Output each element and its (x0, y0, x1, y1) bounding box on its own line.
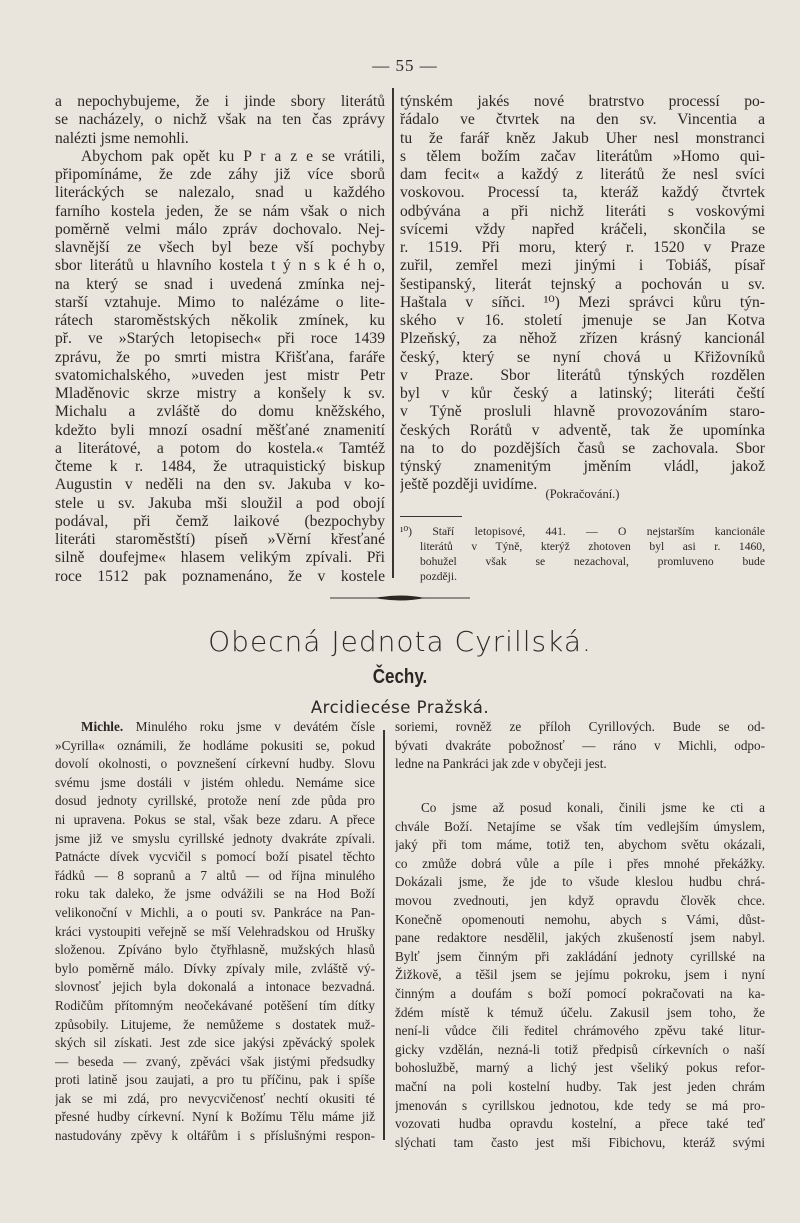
text-line: voskovou. Processí ta, kteráž každý čtvrtek (400, 184, 765, 202)
text-line: dam fecit« a každý z literátů že nesl svíci (400, 166, 765, 183)
text-line: rátech staroměstských několik zmínek, ku (55, 312, 385, 329)
text-line: podával, při čemž laikové (bezpochyby (55, 512, 385, 530)
page-number: — 55 — (372, 56, 438, 75)
text-line: zuřil, zemřel mezi jinými i Tobiáš, písař (400, 257, 765, 275)
text-line: připomínáme, že zde záhy již více sborů (55, 166, 385, 183)
text-line: jak se mi zdá, pro nevycvičenosť nechtí okusiti té (55, 1090, 375, 1106)
text-line: ledne na Pankráci jak zde v obyčeji jest. (395, 756, 607, 772)
text-line: řádků — 8 sopranů a 7 altů — od října minulého (55, 867, 375, 883)
text-line: na který se snad i uvedená zmínka nej- (55, 275, 385, 293)
text-line: bylo poměrně málo. Dívky zpívaly mile, zvláště vý- (55, 960, 375, 976)
lower-right-column-top (395, 718, 765, 774)
text-line: odbývána a při nichž literáti s voskovými (400, 202, 765, 220)
lower-left-column (55, 718, 375, 1146)
upper-left-column (55, 93, 385, 586)
text-line: slavnější ze všech byl beze vší pochyby (55, 239, 385, 256)
text-line: kráci vystoupiti veřejně se mší Velehradskou od Hrušky (55, 923, 375, 939)
diocese-heading: Arcidiecése Pražská. (310, 698, 490, 717)
text-line: složenou. Zpíváno bylo čtyřhlasně, mužských hlasů (55, 942, 375, 958)
text-line: Abychom pak opět ku P r a z e se vrátili, (81, 147, 385, 165)
lead-word: Michle. (81, 719, 124, 734)
text-line: Dokázali jsme, že jde to všude kleslou hudbu chrá- (395, 874, 765, 890)
text-line: český, který se nyní chová u Křižovníků (400, 348, 765, 366)
text-line: př. ve »Starých letopisech« při roce 1439 (55, 330, 385, 348)
text-line: českých Rorátů v adventě, tak že upomínka (400, 421, 765, 439)
text-line: silně doufejme« hlasem velikým zpívali. Při (55, 549, 385, 567)
text-line: ¹⁰) Staří letopisové, 441. — O nejstarším kancionále (400, 525, 765, 538)
text-line: v Týně prosluli hlavně provozováním staro- (400, 403, 765, 421)
text-line: roce 1512 pak poznamenáno, že v kostele (55, 567, 385, 585)
text-line: vozovati hudba opravdu kostelní, a přece také teď (395, 1116, 765, 1132)
text-line: přesné hudby církevní. Nyní k Božímu Tělu máme již (55, 1109, 375, 1125)
text-line: Augustin v neděli na den sv. Jakuba v ko- (55, 476, 385, 494)
text-line: Plzeňský, za něhož zřízen krásný kancionál (400, 330, 765, 348)
text-line: bývati dvakráte pobožnosť — ráno v Michli, odpo- (395, 737, 765, 753)
text-line: »Cyrilla« oznámili, že hodláme pokusiti se, pokud (55, 737, 375, 753)
text-line: čteme k r. 1484, že utraquistický biskup (55, 458, 385, 475)
footnote (400, 524, 765, 584)
text-line: Mladěnovic skrze mistry a konšely k sv. (55, 385, 385, 402)
text-line: s tělem božím začav literátům »Homo qui- (400, 147, 765, 165)
text-line: poměrně velmi málo zpráv dochovalo. Nej- (55, 220, 385, 238)
text-line: řádalo ve čtvrtek na den sv. Vincentia a (400, 111, 765, 129)
text-line: Bylť jsem činným při zakládání jednoty cyrillské na (395, 948, 765, 964)
text-line: a literátové, a potom do kostela.« Tamtéž (55, 439, 385, 457)
text-line: kdežto byli mnozí osadní měšťané znamenití (55, 421, 385, 439)
text-line: slovnosť jejich byla dokonalá a intonace bezvadná. (55, 979, 375, 995)
text-line: soriemi, rovněž ze příloh Cyrillových. Bude se od- (395, 719, 765, 734)
text-line: ještě později uvidíme. (400, 476, 538, 494)
text-line: stele u sv. Jakuba mši sloužil a pod obojí (55, 494, 385, 512)
text-line: ni upravena. Pokus se stal, však beze zdaru. A přece (55, 811, 375, 827)
column-divider (383, 730, 385, 1140)
text-line: chvále Boží. Netajíme se však tím vedlejším úmyslem, (395, 818, 765, 834)
text-line: proti latině jsou zaujati, a pro tu příčinu, pak i spíše (55, 1072, 375, 1088)
text-line: týnském jakés nové bratrstvo processí po- (400, 93, 765, 110)
text-line: Žižkově, a těšil jsem se jejímu pokroku, jsem i nyní (395, 967, 765, 983)
text-line: movou zvednouti, jen když opravdu člověk chce. (395, 892, 765, 908)
text-line: slýchati tam často jest mši Fibichovu, kteráž svými (395, 1134, 765, 1150)
article-title: Obecná Jednota Cyrillská. (208, 625, 592, 658)
text-line: v Praze. Sbor literátů týnských rozdělen (400, 366, 765, 384)
text-line: farního kostela jeden, že se nám však o nich (55, 202, 385, 220)
text-line: jmenován s cyrillskou jednotou, kde tedy se má pro- (395, 1097, 765, 1113)
column-divider (392, 88, 394, 578)
upper-right-column (400, 93, 765, 495)
text-line-rest: Minulého roku jsme v devátém čísle (123, 719, 375, 734)
text-line: jaký při tom máme, totiž ten, abychom světu okázali, (395, 837, 765, 853)
text-line: tu že farář kněz Jakub Uher nesl monstranci (400, 129, 765, 147)
text-line: se nacházely, o nichž však na ten čas zprávy (55, 111, 385, 129)
text-line: později. (420, 570, 458, 583)
text-line: r. 1519. Při moru, který r. 1520 v Praze (400, 239, 765, 256)
text-line (55, 718, 375, 737)
text-line: ského v 16. století jmenuje se Jan Kotva (400, 312, 765, 329)
text-line: Haštala v síňci. ¹⁰) Mezi správci kůru týn- (400, 293, 765, 311)
text-line: byl v kůr český a latinský; literáti čeští (400, 385, 765, 402)
text-line: Konečně opomenouti nemohu, abych s Vámi, důst- (395, 911, 765, 927)
text-line: zprávu, že po smrti mistra Křišťana, faráře (55, 348, 385, 366)
text-line: nalézti jsme nemohli. (55, 129, 189, 147)
text-line: dovolí okolnosti, o povznešení církevní hudby. Slovu (55, 756, 375, 772)
text-line: Rodičům přítomným neočekávané potěšení tím dítky (55, 997, 375, 1013)
text-line: způsobily. Litujeme, že nemůžeme s dostatek muž- (55, 1016, 375, 1032)
text-line: pane redaktore nesdělil, jakých zkušeností jsem nabyl. (395, 930, 765, 946)
text-line: — beseda — zvaný, zpěváci však jistými předsudky (55, 1053, 375, 1069)
text-line: bohoslužbě, marný a lichý jest všeliký pokus refor- (395, 1060, 765, 1076)
text-line: literáti staroměstští) píseň »Věrní křesťané (55, 531, 385, 548)
region-heading: Čechy. (372, 666, 428, 688)
text-line: týnský znamenitým jměním vládl, jakož (400, 458, 765, 475)
continued-note: (Pokračování.) (545, 487, 620, 501)
ornament-divider (330, 594, 470, 602)
text-line: co zmůže dobrá vůle a píle i přes mnohé překážky. (395, 855, 765, 871)
text-line: starší vztahuje. Mimo to nalézáme o lite- (55, 293, 385, 311)
text-line: svatomichalského, »uveden jest mistr Petr (55, 366, 385, 384)
lower-right-column-paragraph (395, 799, 765, 1152)
text-line: šestipanský, literát tejnský a pochován u sv. (400, 275, 765, 293)
text-line: Co jsme až posud konali, činili jsme ke cti a (421, 800, 765, 815)
text-line: svému jsme dostáli v jistém ohledu. Nemáme sice (55, 774, 375, 790)
text-line: sbor literátů u hlavního kostela t ý n s k é h o, (55, 257, 385, 275)
text-line: roku tak daleko, že jsme odvážili se na Hod Boží (55, 886, 375, 902)
text-line: mační na poli kostelní hudby. Tak jest jeden chrám (395, 1078, 765, 1094)
text-line: literáckých se nalezalo, snad u každého (55, 184, 385, 202)
text-line: Patnácte dívek vycvičil s pomocí boží pisatel těchto (55, 849, 375, 865)
text-line: ždém místě k témuž účelu. Zakusil jsem toho, že (395, 1004, 765, 1020)
text-line: ských sil získati. Jest zde sice jakýsi zpěvácký spolek (55, 1035, 375, 1051)
footnote-rule (400, 516, 462, 517)
text-line: bohužel však se nezachoval, promluveno bude (420, 555, 765, 568)
text-line: svícemi vždy napřed kráčeli, skončila se (400, 220, 765, 238)
text-line: a nepochybujeme, že i jinde sbory literátů (55, 93, 385, 110)
text-line: velikonoční v Michli, a o pouti sv. Pankráce na Pan- (55, 904, 375, 920)
text-line: Michalu a zvláště do domu kněžského, (55, 403, 385, 421)
text-line: jsme již ve smyslu cyrillské jednoty dvakráte zpívali. (55, 830, 375, 846)
text-line: na to do pozdějších časů se zachovala. Sbor (400, 439, 765, 457)
text-line: nastudovány zpěvy k oltářům i s příslušnými respon- (55, 1128, 375, 1144)
text-line: gicky vzdělán, nezná-li totiž předpisů církevních o naší (395, 1041, 765, 1057)
text-line: není-li vůdce čili ředitel chrámového zpěvu také litur- (395, 1023, 765, 1039)
text-line: činným a doufám s boží pomocí pokračovati na ka- (395, 985, 765, 1001)
text-line: literátů v Týně, kterýž zhotoven byl asi r. 1460, (420, 540, 765, 553)
text-line: dosud jednoty cyrillské, protože není zde půda pro (55, 793, 375, 809)
